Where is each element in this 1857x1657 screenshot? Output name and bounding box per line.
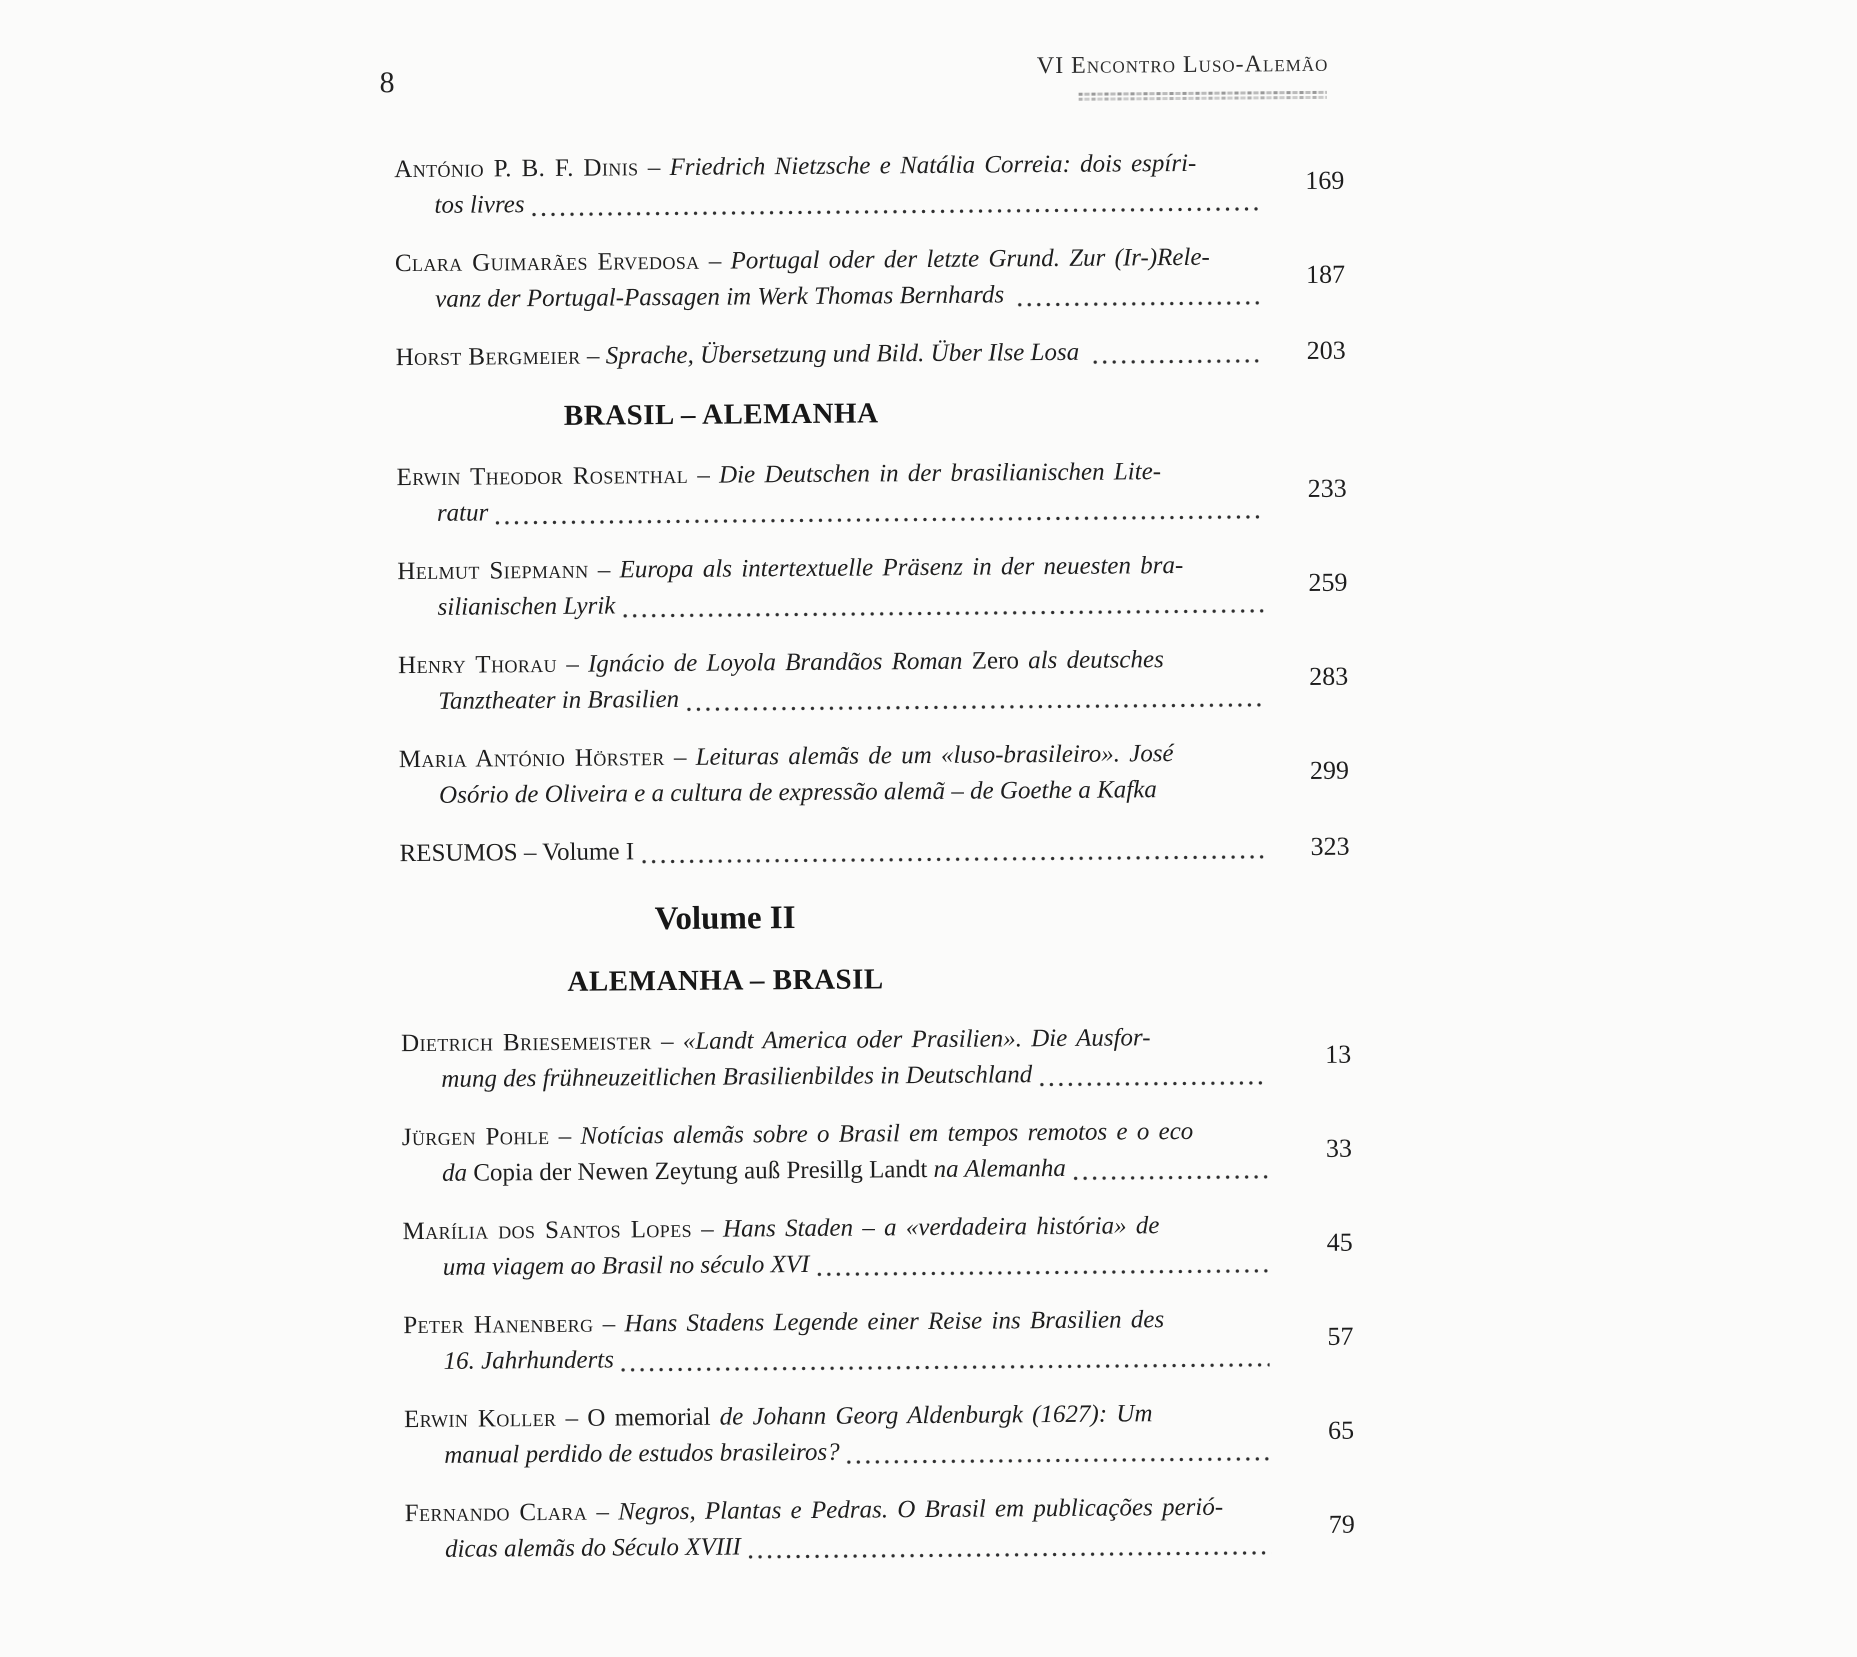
toc-entry-line: [405, 1489, 1277, 1532]
page-number-folio: 8: [379, 66, 395, 100]
toc-entry-title-segment: Osório de Oliveira e a cultura de expressão alemã – de Goethe a Kafka: [438, 776, 1157, 809]
dotted-leader: [847, 1456, 1271, 1464]
toc-entry-line: [435, 275, 1267, 318]
toc-entry-title-segment: als deutsches: [1018, 646, 1164, 675]
toc-entry-title-segment: Hans Staden – a «verdadeira história» de: [722, 1212, 1160, 1243]
toc-entry-author: Fernando Clara: [404, 1498, 588, 1528]
toc-entry-text: [402, 1113, 1275, 1192]
toc-entry-line: [403, 1301, 1275, 1344]
dotted-leader: [686, 702, 1264, 712]
toc-entry-title-segment: Notícias alemãs sobre o Brasil em tempos remotos e o eco: [580, 1117, 1194, 1150]
dotted-leader: [748, 1550, 1271, 1559]
toc-entry-page-number: 299: [1309, 755, 1350, 785]
toc-entry-title-segment: da: [441, 1159, 474, 1187]
toc-entry-line: [404, 1395, 1276, 1438]
toc-entry-line: [443, 1337, 1275, 1380]
toc-entry-title-segment: RESUMOS – Volume I: [399, 838, 635, 868]
author-title-separator: –: [691, 1215, 724, 1243]
toc-entry-text: [399, 829, 1271, 872]
toc-entry-page-number: 65: [1328, 1415, 1355, 1445]
toc-entry-author: Horst Bergmeier: [395, 342, 581, 372]
toc-entry-title-segment: Copia der Newen Zeytung auß Presillg Landt: [473, 1156, 928, 1187]
toc-entry: [396, 453, 1347, 532]
toc-entry-author: Maria António Hörster: [398, 744, 665, 774]
toc-entry-title-segment: tos livres: [434, 191, 525, 219]
toc-entry-text: [396, 333, 1268, 376]
toc-entry-line: [441, 1055, 1273, 1098]
author-title-separator: –: [549, 1122, 581, 1150]
toc-entry-line: [442, 1149, 1274, 1192]
toc-entry-line: [445, 1525, 1277, 1568]
toc-entry-page-number: 187: [1305, 259, 1346, 290]
toc-entry-text: [397, 547, 1270, 626]
toc-entry-title-segment: vanz der Portugal-Passagen im Werk Thomas Bernhards: [435, 281, 1011, 313]
toc-entry: [395, 239, 1346, 318]
toc-entry-text: [403, 1301, 1276, 1380]
dotted-leader: [622, 608, 1263, 618]
author-title-separator: –: [556, 1404, 588, 1432]
toc-entry-page-number: 233: [1307, 473, 1347, 504]
dotted-leader: [1073, 1174, 1268, 1181]
dotted-leader: [641, 854, 1265, 864]
toc-entry-page-number: 283: [1309, 661, 1349, 692]
toc-entry-line: [396, 453, 1268, 496]
toc-entry-title-segment: manual perdido de estudos brasileiros?: [444, 1438, 840, 1469]
toc-entry-author: Marília dos Santos Lopes: [402, 1215, 693, 1246]
toc-entry-line: [434, 181, 1266, 224]
author-title-separator: –: [638, 154, 670, 182]
toc-entry-line: [437, 583, 1269, 626]
toc-entry-text: [405, 1489, 1278, 1568]
toc-entry-title-segment: Die Deutschen in der brasilianischen Lite-: [718, 458, 1162, 489]
dotted-leader: [495, 514, 1263, 525]
toc: [394, 145, 1355, 1590]
toc-entry-title-segment: dicas alemãs do Século XVIII: [444, 1533, 741, 1563]
toc-entry-author: Erwin Theodor Rosenthal: [396, 461, 689, 492]
toc-entry-title-segment: Friedrich Nietzsche e Natália Correia: dois espíri-: [669, 149, 1197, 182]
toc-entry-line: [401, 1019, 1273, 1062]
toc-entry-page-number: 57: [1327, 1321, 1354, 1351]
toc-entry-line: [439, 771, 1271, 814]
dotted-leader: [816, 1268, 1268, 1277]
toc-entry-page-number: 259: [1308, 567, 1348, 598]
toc-entry-line: [402, 1113, 1274, 1156]
toc-entry-title-segment: Portugal oder der letzte Grund. Zur (Ir-)Rele-: [730, 243, 1210, 275]
toc-entry-title-segment: Ignácio de Loyola Brandãos Roman: [587, 647, 972, 678]
toc-entry-title-segment: Leituras alemãs de um «luso-brasileiro». José: [695, 740, 1174, 771]
volume-heading: Volume II: [654, 900, 796, 938]
toc-entry-text: [396, 453, 1269, 532]
toc-entry-page-number: 169: [1305, 165, 1345, 196]
toc-entry-line: [397, 547, 1269, 590]
toc-entry-title-segment: Tanztheater in Brasilien: [438, 685, 680, 715]
toc-entry-title-segment: de Johann Georg Aldenburgk (1627): Um: [719, 1400, 1153, 1431]
author-title-separator: –: [687, 461, 720, 489]
toc-entry-line: [443, 1243, 1275, 1286]
author-title-separator: –: [587, 1498, 619, 1526]
section-heading: BRASIL – ALEMANHA: [563, 397, 879, 432]
toc-entry-title-segment: Europa als intertextuelle Präsenz in der neuesten bra-: [619, 551, 1184, 584]
toc-entry-page-number: 13: [1325, 1039, 1352, 1069]
dotted-leader: [1093, 358, 1262, 364]
toc-entry-author: António P. B. F. Dinis: [394, 154, 639, 184]
toc-entry: [401, 1019, 1352, 1098]
author-title-separator: –: [593, 1310, 625, 1338]
toc-entry-text: [404, 1395, 1277, 1474]
toc-entry: [399, 829, 1349, 872]
toc-entry-line: [394, 145, 1266, 188]
toc-entry-author: Dietrich Briesemeister: [400, 1028, 652, 1058]
toc-entry-line: [396, 333, 1268, 376]
toc-entry: [405, 1489, 1356, 1568]
toc-entry-page-number: 203: [1306, 335, 1346, 366]
toc-entry-page-number: 33: [1325, 1133, 1353, 1163]
toc-entry: [399, 735, 1350, 814]
toc-entry-author: Clara Guimarães Ervedosa: [394, 247, 700, 278]
dotted-leader: [621, 1362, 1270, 1372]
header-rule-line-1: [1079, 91, 1327, 96]
toc-entry-line: [395, 239, 1267, 282]
author-title-separator: –: [588, 556, 620, 584]
dotted-leader: [1017, 300, 1261, 307]
toc-entry-title-segment: Zero: [971, 647, 1020, 675]
toc-entry: [396, 333, 1346, 376]
toc-entry: [394, 145, 1345, 224]
toc-entry: [404, 1395, 1355, 1474]
author-title-separator: –: [699, 247, 731, 275]
author-title-separator: –: [664, 743, 696, 772]
toc-entry-line: [438, 677, 1270, 720]
author-title-separator: –: [651, 1027, 683, 1056]
toc-entry-author: Erwin Koller: [403, 1404, 557, 1434]
toc-entry: [402, 1207, 1353, 1286]
toc-entry-text: [401, 1019, 1274, 1098]
author-title-separator: –: [580, 342, 606, 370]
toc-entry-title-segment: ratur: [436, 499, 489, 527]
toc-entry-line: [399, 829, 1271, 872]
toc-entry-line: [437, 489, 1269, 532]
toc-entry-page-number: 45: [1326, 1227, 1353, 1257]
toc-entry-text: [395, 239, 1268, 318]
toc-entry-title-segment: mung des frühneuzeitlichen Brasilienbildes in Deutschland: [441, 1061, 1033, 1093]
header-rule-line-2: [1079, 96, 1327, 101]
dotted-leader: [532, 206, 1261, 217]
toc-entry-author: Henry Thorau: [397, 650, 558, 680]
toc-entry-title-segment: 16. Jahrhunderts: [443, 1346, 615, 1375]
toc-entry-author: Peter Hanenberg: [403, 1310, 594, 1340]
toc-entry-author: Helmut Siepmann: [397, 556, 589, 586]
toc-entry-text: [394, 145, 1267, 224]
dotted-leader: [1039, 1080, 1267, 1087]
toc-entry: [397, 547, 1348, 626]
toc-entry-line: [402, 1207, 1274, 1250]
toc-entry: [403, 1301, 1354, 1380]
toc-entry-text: [399, 735, 1272, 814]
toc-entry-line: [398, 641, 1270, 684]
section-heading: ALEMANHA – BRASIL: [567, 963, 884, 998]
toc-entry-title-segment: O memorial: [587, 1403, 720, 1432]
toc-entry-title-segment: Hans Stadens Legende einer Reise ins Brasilien des: [624, 1306, 1165, 1338]
toc-entry-title-segment: Negros, Plantas e Pedras. O Brasil em publicações perió-: [618, 1493, 1224, 1526]
toc-entry-title-segment: «Landt America oder Prasilien». Die Ausfor-: [682, 1024, 1151, 1055]
toc-entry-page-number: 323: [1310, 831, 1350, 861]
toc-entry-author: Jürgen Pohle: [401, 1122, 550, 1152]
toc-entry-title-segment: silianischen Lyrik: [437, 592, 616, 621]
toc-entry-line: [444, 1431, 1276, 1474]
running-header-title: VI Encontro Luso-Alemão: [1036, 50, 1329, 80]
toc-entry: [402, 1113, 1353, 1192]
toc-entry-page-number: 79: [1328, 1509, 1355, 1539]
header-decorative-rule: [1079, 91, 1327, 104]
author-title-separator: –: [556, 650, 589, 678]
toc-entry-title-segment: uma viagem ao Brasil no século XVI: [442, 1250, 810, 1281]
toc-entry-text: [398, 641, 1271, 720]
toc-entry-title-segment: na Alemanha: [927, 1154, 1066, 1184]
toc-entry-title-segment: Sprache, Übersetzung und Bild. Über Ilse Losa: [605, 338, 1086, 370]
toc-entry-text: [402, 1207, 1275, 1286]
toc-entry: [398, 641, 1349, 720]
